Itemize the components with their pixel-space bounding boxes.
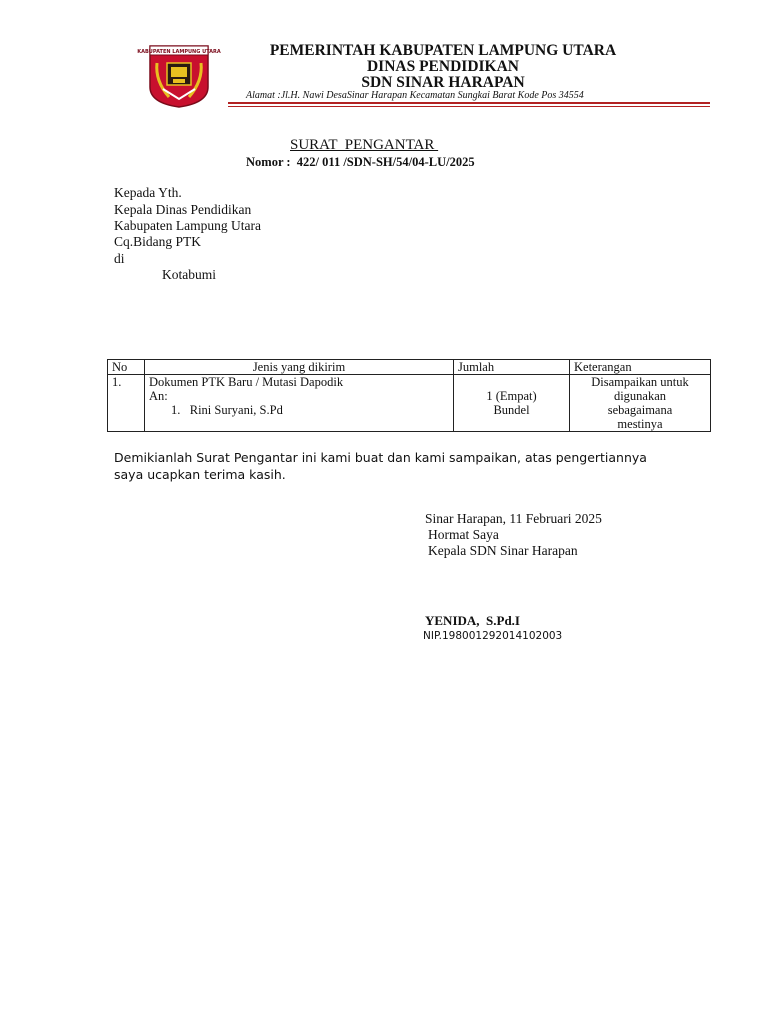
ket-line-4: mestinya [617, 417, 663, 431]
cell-jenis [145, 375, 454, 432]
header-government-line: PEMERINTAH KABUPATEN LAMPUNG UTARA [269, 42, 617, 59]
jenis-document: Dokumen PTK Baru / Mutasi Dapodik [149, 375, 344, 389]
recipient-city: Kotabumi [162, 267, 216, 282]
col-header-jumlah: Jumlah [454, 360, 570, 375]
cell-jumlah [454, 375, 570, 432]
signature-nip: NIP.198001292014102003 [423, 630, 563, 642]
cell-no: 1. [108, 375, 145, 432]
signature-position: Kepala SDN Sinar Harapan [428, 543, 578, 558]
recipient-di: di [114, 251, 125, 266]
ket-line-2: digunakan [613, 389, 667, 403]
recipient-salutation: Kepada Yth. [114, 185, 182, 200]
signature-regards: Hormat Saya [428, 527, 499, 542]
items-table [107, 359, 711, 432]
table-row [108, 375, 711, 432]
letter-number: Nomor : 422/ 011 /SDN-SH/54/04-LU/2025 [246, 155, 475, 169]
jumlah-unit: Bundel [493, 403, 530, 417]
table-header-row [108, 360, 711, 375]
recipient-regency: Kabupaten Lampung Utara [114, 218, 261, 233]
regency-emblem-logo [137, 43, 221, 109]
header-divider-thick [228, 102, 710, 104]
ket-line-1: Disampaikan untuk [591, 375, 689, 389]
letter-title: SURAT PENGANTAR [290, 137, 439, 153]
cell-keterangan [570, 375, 711, 432]
recipient-title: Kepala Dinas Pendidikan [114, 202, 252, 217]
signature-name: YENIDA, S.Pd.I [425, 613, 520, 628]
signature-place-date: Sinar Harapan, 11 Februari 2025 [425, 511, 602, 526]
logo-text: KABUPATEN LAMPUNG UTARA [137, 49, 221, 55]
col-header-keterangan: Keterangan [570, 360, 711, 375]
jumlah-count: 1 (Empat) [486, 389, 537, 403]
closing-paragraph: Demikianlah Surat Pengantar ini kami buat dan kami sampaikan, atas pengertiannya saya ucapkan terima kasih. [114, 450, 647, 482]
header-agency-line: DINAS PENDIDIKAN [366, 58, 519, 75]
col-header-jenis: Jenis yang dikirim [145, 360, 454, 375]
header-divider-thin [228, 106, 710, 107]
header-school-line: SDN SINAR HARAPAN [361, 74, 525, 91]
header-address: Alamat :Jl.H. Nawi DesaSinar Harapan Kecamatan Sungkai Barat Kode Pos 34554 [246, 90, 584, 101]
col-header-no: No [108, 360, 145, 375]
jenis-item: 1. Rini Suryani, S.Pd [171, 403, 283, 417]
recipient-division: Cq.Bidang PTK [114, 234, 202, 249]
ket-line-3: sebagaimana [607, 403, 673, 417]
jenis-an: An: [149, 389, 168, 403]
